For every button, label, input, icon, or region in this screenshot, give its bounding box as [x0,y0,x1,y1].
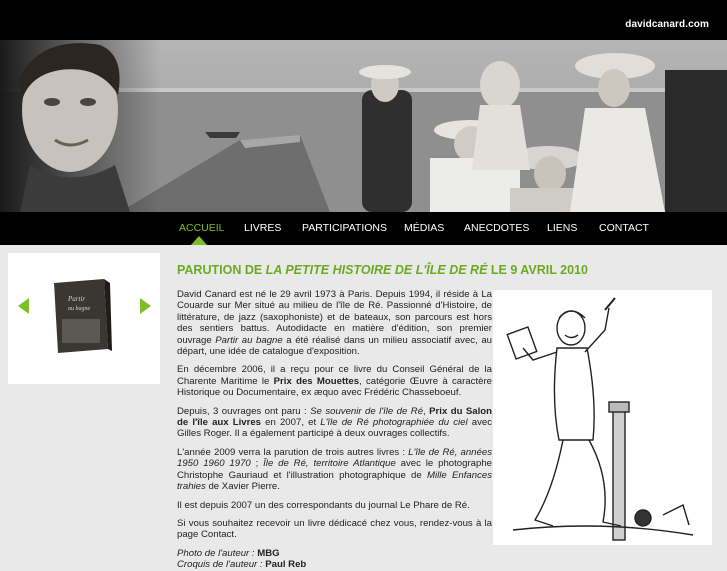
carousel-next-arrow-icon[interactable] [140,298,151,314]
carousel-prev-arrow-icon[interactable] [18,298,29,314]
header-banner-photo [0,40,727,212]
book-cover-title-line2: au bagne [68,306,91,312]
nav-participations[interactable]: PARTICIPATIONS [302,222,387,234]
credits: Photo de l'auteur : MBG Croquis de l'auteur : Paul Reb [177,547,307,571]
top-bar [0,8,727,40]
bio-text [177,289,492,571]
header-frame [0,0,727,245]
bio-paragraph-6: Si vous souhaitez recevoir un livre dédicacé chez vous, rendez-vous à la page Contact. [177,517,492,541]
site-name[interactable]: davidcanard.com [625,19,709,30]
nav-contact[interactable]: CONTACT [599,222,649,234]
bio-paragraph-2: En décembre 2006, il a reçu pour ce livre du Conseil Général de la Charente Maritime le Prix des Mouettes, catégorie Œuvre à caractère Historique ou Documentaire, ex æquo avec Frédéric Chasseboeuf. [177,364,492,399]
main-nav [0,212,727,245]
bio-paragraph-1: David Canard est né le 29 avril 1973 à Paris. Depuis 1994, il réside à La Couarde sur Mer situé au milieu de l'île de Ré. Passionné d'Histoire, de littérature, de jazz (saxophoniste) et de bateaux, son parcours est hors des sentiers battus. Autodidacte en matière d'édition, son premier ouvrage Partir au bagne a été réalisé dans un milieu associatif avec, au départ, une idée de catalogue d'exposition. [177,289,492,358]
page-title: PARUTION DE LA PETITE HISTOIRE DE L'ÎLE DE RÉ LE 9 AVRIL 2010 [177,263,588,277]
nav-medias[interactable]: MÉDIAS [404,222,445,234]
nav-livres[interactable]: LIVRES [244,222,282,234]
nav-accueil[interactable]: ACCUEIL [179,222,225,234]
bio-paragraph-5: Il est depuis 2007 un des correspondants du journal Le Phare de Ré. [177,499,470,511]
author-sketch-image [493,290,712,545]
book-cover-title-line1: Partir [68,295,86,303]
active-nav-indicator-icon [191,236,207,245]
book-cover-image[interactable] [50,279,112,354]
bio-paragraph-3: Depuis, 3 ouvrages ont paru : Se souvenir de l'île de Ré, Prix du Salon de l'île aux Livres en 2007, et L'île de Ré photographiée du ciel avec Gilles Roger. Il a également participé à deux ouvrages collectifs. [177,405,493,440]
nav-liens[interactable]: LIENS [547,222,578,234]
main-content [177,253,717,571]
bio-paragraph-4: L'année 2009 verra la parution de trois autres livres : L'île de Ré, années 1950 1960 1970 ; Île de Ré, territoire Atlantique avec le photographe Christophe Gauriaud et l'illustration photographique de Mille Enfances trahies de Xavier Pierre. [177,446,493,493]
nav-anecdotes[interactable]: ANECDOTES [464,222,530,234]
book-carousel [8,253,160,384]
